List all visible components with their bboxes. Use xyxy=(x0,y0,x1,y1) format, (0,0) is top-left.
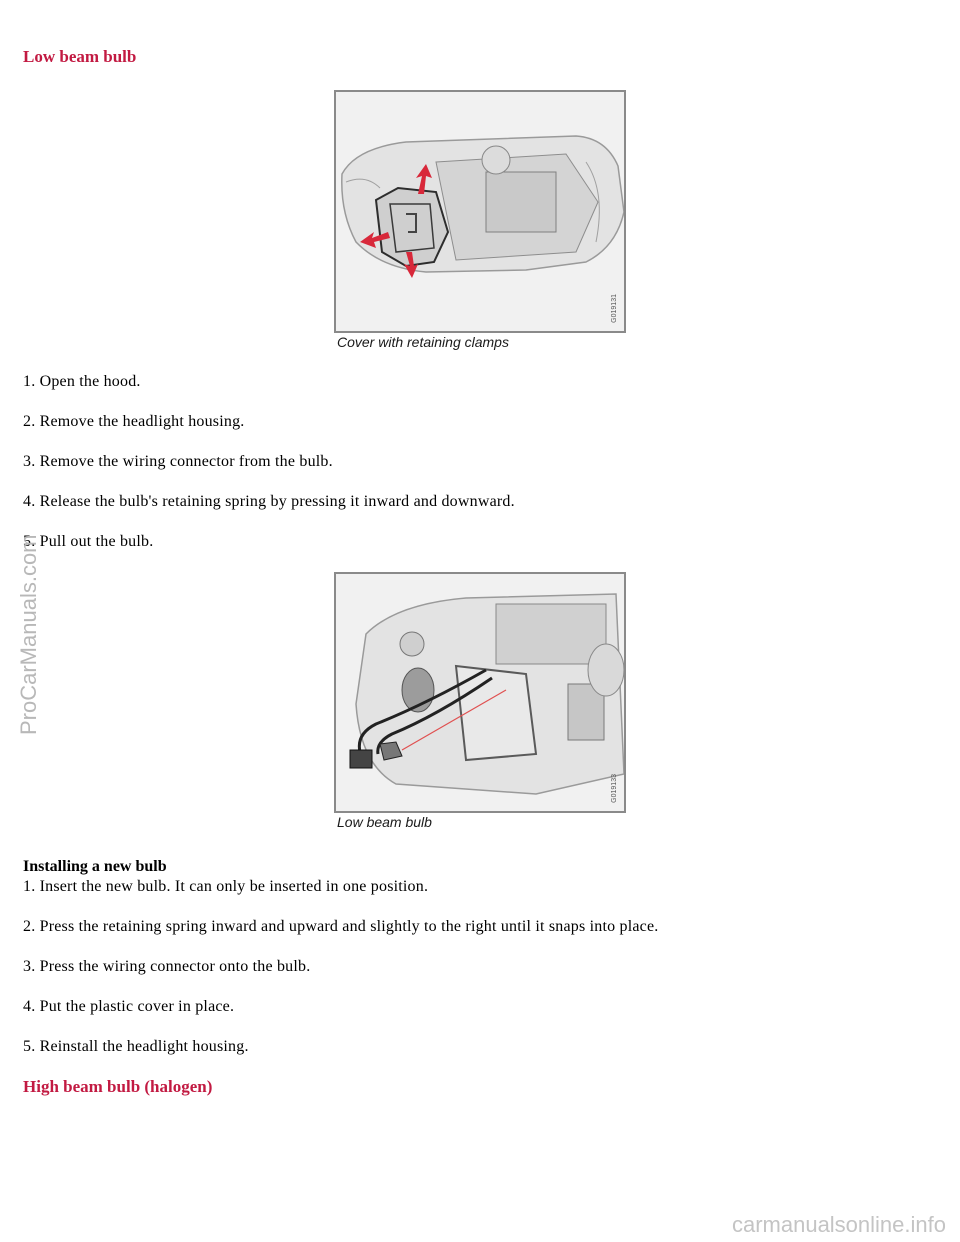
figure-caption: Low beam bulb xyxy=(337,814,432,830)
install-step-2: 2. Press the retaining spring inward and upward and slightly to the right until it snaps into place. xyxy=(23,918,659,935)
install-step-1: 1. Insert the new bulb. It can only be inserted in one position. xyxy=(23,878,429,895)
figure-cover-retaining-clamps xyxy=(334,90,626,333)
install-step-4: 4. Put the plastic cover in place. xyxy=(23,998,235,1015)
removal-step-4: 4. Release the bulb's retaining spring by pressing it inward and downward. xyxy=(23,493,515,510)
removal-step-5: 5. Pull out the bulb. xyxy=(23,533,154,550)
install-step-5: 5. Reinstall the headlight housing. xyxy=(23,1038,249,1055)
figure-code: G019133 xyxy=(611,774,618,803)
low-beam-bulb-illustration xyxy=(336,574,624,811)
side-watermark: ProCarManuals.com xyxy=(16,534,41,735)
removal-step-1: 1. Open the hood. xyxy=(23,373,141,390)
removal-step-2: 2. Remove the headlight housing. xyxy=(23,413,245,430)
section-title: Low beam bulb xyxy=(23,47,137,66)
bottom-watermark: carmanualsonline.info xyxy=(731,1212,946,1237)
figure-caption: Cover with retaining clamps xyxy=(337,334,509,350)
next-section-title: High beam bulb (halogen) xyxy=(23,1077,213,1096)
removal-step-3: 3. Remove the wiring connector from the bulb. xyxy=(23,453,333,470)
install-title: Installing a new bulb xyxy=(23,858,167,875)
install-step-3: 3. Press the wiring connector onto the bulb. xyxy=(23,958,311,975)
headlight-cover-illustration xyxy=(336,92,624,331)
figure-low-beam-bulb xyxy=(334,572,626,813)
figure-code: G019131 xyxy=(611,294,618,323)
